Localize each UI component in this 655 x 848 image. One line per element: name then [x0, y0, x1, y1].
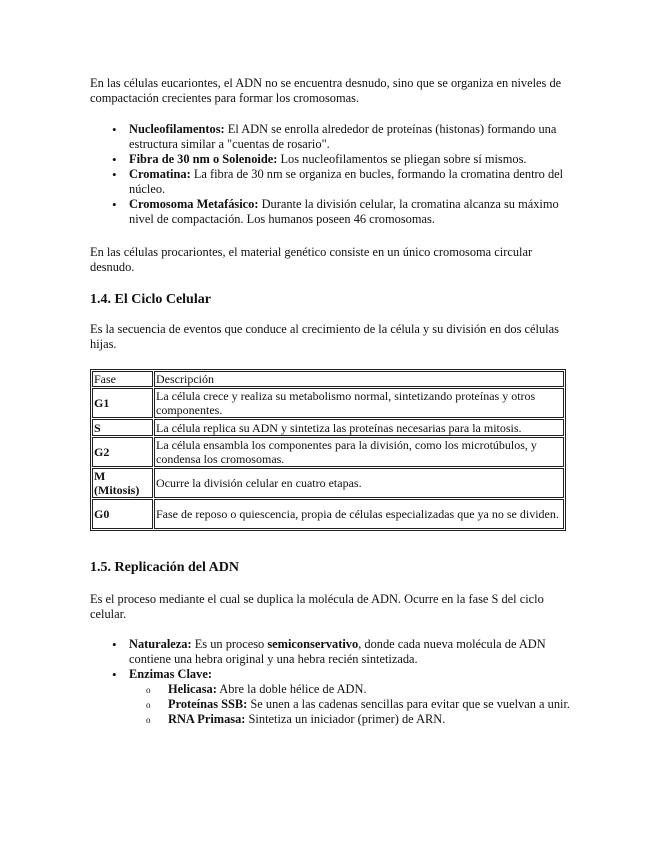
table-cell-phase: G2	[92, 437, 153, 467]
table-header-cell: Descripción	[154, 371, 564, 387]
list-item-term: Nucleofilamentos:	[129, 122, 225, 136]
list-item-term: Enzimas Clave:	[129, 667, 212, 681]
table-row	[92, 437, 564, 467]
list-item	[129, 712, 570, 727]
table-cell-description: Fase de reposo o quiescencia, propia de células especializadas que ya no se dividen.	[154, 499, 564, 529]
table-row	[92, 468, 564, 498]
list-item	[90, 152, 570, 167]
table-header-cell: Fase	[92, 371, 153, 387]
list-item-term: RNA Primasa:	[168, 712, 246, 726]
prokaryote-paragraph: En las células procariontes, el material genético consiste en un único cromosoma circular desnudo.	[90, 245, 533, 274]
section-heading-cell-cycle: 1.4. El Ciclo Celular	[90, 292, 211, 307]
list-item-term: Fibra de 30 nm o Solenoide:	[129, 152, 278, 166]
table-cell-phase: G0	[92, 499, 153, 529]
list-item	[90, 167, 570, 197]
intro-paragraph: En las células eucariontes, el ADN no se encuentra desnudo, sino que se organiza en niveles de compactación crecientes para formar los cromosomas.	[90, 76, 562, 105]
table-cell-description: La célula replica su ADN y sintetiza las proteínas necesarias para la mitosis.	[154, 419, 564, 436]
list-item	[90, 667, 570, 727]
list-item-term: Cromatina:	[129, 167, 191, 181]
list-item-text: Es un proceso	[191, 637, 268, 651]
replication-list	[90, 637, 570, 727]
list-item-text: Los nucleofilamentos se pliegan sobre sí mismos.	[277, 152, 527, 166]
table-row	[92, 419, 564, 436]
table-cell-description: La célula ensambla los componentes para la división, como los microtúbulos, y condensa los cromosomas.	[154, 437, 564, 467]
list-item-term: Proteínas SSB:	[168, 697, 248, 711]
list-item-text: La fibra de 30 nm se organiza en bucles, formando la cromatina dentro del núcleo.	[129, 167, 564, 196]
cell-cycle-paragraph: Es la secuencia de eventos que conduce al crecimiento de la célula y su división en dos células hijas.	[90, 322, 559, 351]
table-header-row	[92, 371, 564, 387]
table-cell-description: Ocurre la división celular en cuatro etapas.	[154, 468, 564, 498]
list-item	[129, 682, 570, 697]
emphasis-term: semiconservativo	[267, 637, 359, 651]
replication-paragraph: Es el proceso mediante el cual se duplica la molécula de ADN. Ocurre en la fase S del ciclo celular.	[90, 592, 544, 621]
compaction-list	[90, 122, 570, 227]
table-cell-phase: G1	[92, 388, 153, 418]
table-row	[92, 499, 564, 529]
table-cell-phase: S	[92, 419, 153, 436]
list-item	[129, 697, 570, 712]
list-item	[90, 637, 570, 667]
list-item-text: Durante la división celular, la cromatina alcanza su máximo nivel de compactación. Los humanos poseen 46 cromosomas.	[129, 197, 559, 226]
list-item-term: Cromosoma Metafásico:	[129, 197, 259, 211]
table-row	[92, 388, 564, 418]
list-item-text: Sintetiza un iniciador (primer) de ARN.	[245, 712, 446, 726]
enzymes-list	[129, 682, 570, 727]
list-item-text: Se unen a las cadenas sencillas para evitar que se vuelvan a unir.	[247, 697, 571, 711]
cell-cycle-table	[90, 369, 566, 531]
table-cell-description: La célula crece y realiza su metabolismo normal, sintetizando proteínas y otros componentes.	[154, 388, 564, 418]
list-item-text: El ADN se enrolla alrededor de proteínas (histonas) formando una estructura similar a "cuentas de rosario".	[129, 122, 557, 151]
list-item-term: Naturaleza:	[129, 637, 192, 651]
list-item	[90, 122, 570, 152]
list-item-term: Helicasa:	[168, 682, 217, 696]
list-item-text: Abre la doble hélice de ADN.	[216, 682, 367, 696]
table-cell-phase: M (Mitosis)	[92, 468, 153, 498]
section-heading-replication: 1.5. Replicación del ADN	[90, 560, 239, 575]
list-item	[90, 197, 570, 227]
list-item-text: , donde cada nueva molécula de ADN contiene una hebra original y una hebra recién sintetizada.	[129, 637, 546, 666]
